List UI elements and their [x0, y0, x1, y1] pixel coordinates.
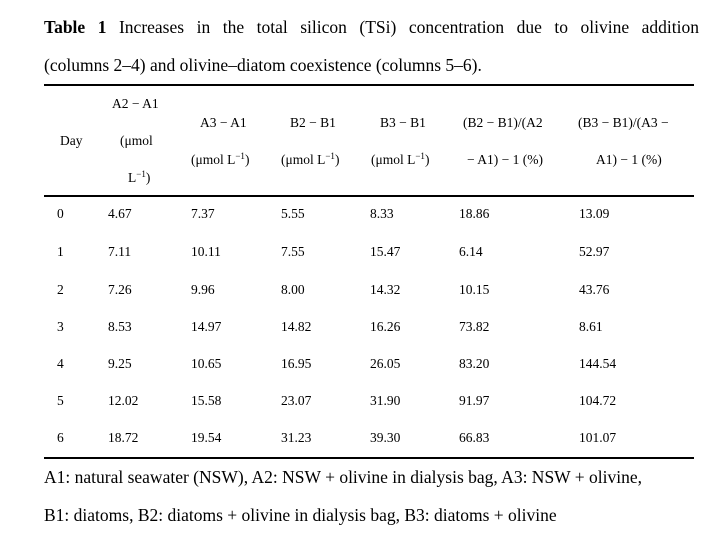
- table-row: [0, 391, 720, 411]
- cell-ratio1: 91.97: [459, 393, 490, 408]
- cell-a2a1: 7.11: [108, 244, 132, 259]
- cell-b3b1: 39.30: [370, 430, 401, 445]
- cell-ratio1: 10.15: [459, 282, 490, 297]
- cell-a3a1: 10.65: [191, 356, 222, 371]
- cell-day: 2: [57, 282, 64, 297]
- table-row: [0, 428, 720, 448]
- cell-b3b1: 16.26: [370, 319, 401, 334]
- cell-a2a1: 7.26: [108, 282, 132, 297]
- cell-a3a1: 14.97: [191, 319, 222, 334]
- header-a3a1-line-2: (μmol $L^{-1}$): [191, 151, 250, 167]
- cell-ratio2: 52.97: [579, 244, 610, 259]
- table-row: [0, 242, 720, 262]
- cell-a3a1: 10.11: [191, 244, 221, 259]
- cell-ratio1: 66.83: [459, 430, 490, 445]
- table-footnote-line-2: B1: diatoms, B2: diatoms + olivine in dialysis bag, B3: diatoms + olivine: [44, 505, 557, 525]
- cell-b2b1: 16.95: [281, 356, 312, 371]
- cell-b2b1: 5.55: [281, 206, 305, 221]
- header-a3a1-line-1: A3 − A1: [200, 115, 247, 130]
- cell-day: 3: [57, 319, 64, 334]
- header-ratio2-line-2: A1) − 1 (%): [596, 152, 662, 167]
- cell-b2b1: 23.07: [281, 393, 312, 408]
- table-row: [0, 354, 720, 374]
- header-a2a1-line-1: A2 − A1: [112, 96, 159, 111]
- cell-b3b1: 31.90: [370, 393, 401, 408]
- cell-a2a1: 4.67: [108, 206, 132, 221]
- table-header-rule: [44, 195, 694, 197]
- header-b2b1-line-2: (μmol $L^{-1}$): [281, 151, 340, 167]
- cell-day: 1: [57, 244, 64, 259]
- cell-ratio1: 18.86: [459, 206, 490, 221]
- cell-a2a1: 18.72: [108, 430, 139, 445]
- cell-ratio2: 144.54: [579, 356, 617, 371]
- cell-a3a1: 9.96: [191, 282, 215, 297]
- header-a2a1-line-2: (μmol: [120, 133, 153, 148]
- cell-b3b1: 8.33: [370, 206, 394, 221]
- cell-b2b1: 7.55: [281, 244, 305, 259]
- cell-a3a1: 15.58: [191, 393, 222, 408]
- table-footnote-line-1: A1: natural seawater (NSW), A2: NSW + olivine in dialysis bag, A3: NSW + olivine,: [44, 467, 642, 487]
- cell-day: 0: [57, 206, 64, 221]
- cell-b3b1: 14.32: [370, 282, 401, 297]
- header-b3b1-line-1: B3 − B1: [380, 115, 426, 130]
- cell-ratio2: 43.76: [579, 282, 610, 297]
- cell-ratio1: 73.82: [459, 319, 490, 334]
- cell-b2b1: 31.23: [281, 430, 312, 445]
- cell-day: 6: [57, 430, 64, 445]
- header-ratio1-line-2: − A1) − 1 (%): [467, 152, 543, 167]
- table-label: Table 1: [44, 17, 107, 37]
- table-row: [0, 317, 720, 337]
- table-caption-text-1: Increases in the total silicon (TSi) concentration due to olivine addition: [118, 17, 699, 37]
- header-b2b1-line-1: B2 − B1: [290, 115, 336, 130]
- cell-a3a1: 7.37: [191, 206, 215, 221]
- header-a2a1-line-3: $L^{-1}$): [128, 169, 151, 185]
- cell-ratio2: 8.61: [579, 319, 603, 334]
- cell-b3b1: 26.05: [370, 356, 401, 371]
- cell-a2a1: 9.25: [108, 356, 132, 371]
- cell-b3b1: 15.47: [370, 244, 401, 259]
- cell-ratio2: 13.09: [579, 206, 610, 221]
- cell-ratio2: 101.07: [579, 430, 617, 445]
- table-row: [0, 204, 720, 224]
- cell-b2b1: 14.82: [281, 319, 312, 334]
- table-row: [0, 280, 720, 300]
- cell-ratio1: 83.20: [459, 356, 490, 371]
- cell-a2a1: 8.53: [108, 319, 132, 334]
- cell-day: 5: [57, 393, 64, 408]
- header-day: Day: [60, 133, 83, 148]
- cell-day: 4: [57, 356, 64, 371]
- cell-a3a1: 19.54: [191, 430, 222, 445]
- header-ratio2-line-1: (B3 − B1)/(A3 −: [578, 115, 669, 130]
- header-ratio1-line-1: (B2 − B1)/(A2: [463, 115, 543, 130]
- cell-a2a1: 12.02: [108, 393, 139, 408]
- header-b3b1-line-2: (μmol $L^{-1}$): [371, 151, 430, 167]
- cell-ratio2: 104.72: [579, 393, 617, 408]
- table-caption-line-1: [44, 17, 699, 37]
- cell-ratio1: 6.14: [459, 244, 483, 259]
- table-top-rule: [44, 84, 694, 86]
- table-caption-line-2: (columns 2–4) and olivine–diatom coexistence (columns 5–6).: [44, 55, 482, 75]
- table-bottom-rule: [44, 457, 694, 459]
- cell-b2b1: 8.00: [281, 282, 305, 297]
